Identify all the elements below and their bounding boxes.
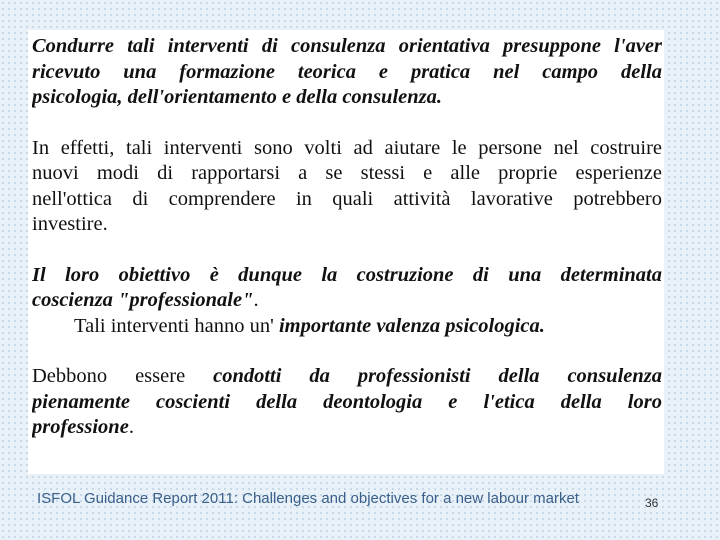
- paragraph-3-line-3-plain: Tali interventi hanno un': [74, 314, 279, 337]
- paragraph-4-line-1-bold: condotti da professionisti della consulenza: [213, 365, 662, 387]
- paragraph-3-line-2-bold: coscienza "professionale": [32, 289, 254, 311]
- paragraph-4-line-3-bold: professione: [32, 416, 129, 438]
- paragraph-3-line-3: [32, 314, 662, 340]
- paragraph-2-line-3: nell'ottica di comprendere in quali attività lavorative potrebbero: [32, 187, 662, 210]
- paragraph-2: [32, 136, 662, 238]
- paragraph-1-line-2: ricevuto una formazione teorica e pratica nel campo della: [32, 60, 662, 83]
- paragraph-4: [32, 364, 662, 441]
- paragraph-4-line-3-end: .: [128, 416, 134, 438]
- paragraph-1-line-3: psicologia, dell'orientamento e della consulenza.: [32, 86, 442, 108]
- slide-body: [28, 30, 664, 474]
- paragraph-3-line-2: [32, 288, 662, 314]
- paragraph-2-line-1: In effetti, tali interventi sono volti ad aiutare le persone nel costruire: [32, 136, 662, 159]
- paragraph-4-line-1: [32, 364, 662, 390]
- paragraph-1: [32, 34, 662, 111]
- paragraph-3-line-1: Il loro obiettivo è dunque la costruzione di una determinata: [32, 263, 662, 286]
- paragraph-3: [32, 263, 662, 340]
- paragraph-2-line-2: nuovi modi di rapportarsi a se stessi e alle proprie esperienze: [32, 162, 662, 184]
- paragraph-4-line-3: [32, 415, 662, 441]
- paragraph-1-line-1: Condurre tali interventi di consulenza orientativa presuppone l'aver: [32, 35, 662, 57]
- paragraph-4-line-2: pienamente coscienti della deontologia e l'etica della loro: [32, 390, 662, 413]
- footer-caption: ISFOL Guidance Report 2011: Challenges and objectives for a new labour market: [37, 490, 579, 507]
- paragraph-4-line-1-plain: Debbono essere: [32, 365, 214, 387]
- paragraph-3-line-3-bold: importante valenza psicologica.: [278, 314, 545, 337]
- slide-content: [32, 34, 662, 466]
- paragraph-3-line-2-end: .: [253, 289, 259, 311]
- page-number: 36: [645, 496, 659, 510]
- paragraph-2-line-4: investire.: [32, 213, 108, 235]
